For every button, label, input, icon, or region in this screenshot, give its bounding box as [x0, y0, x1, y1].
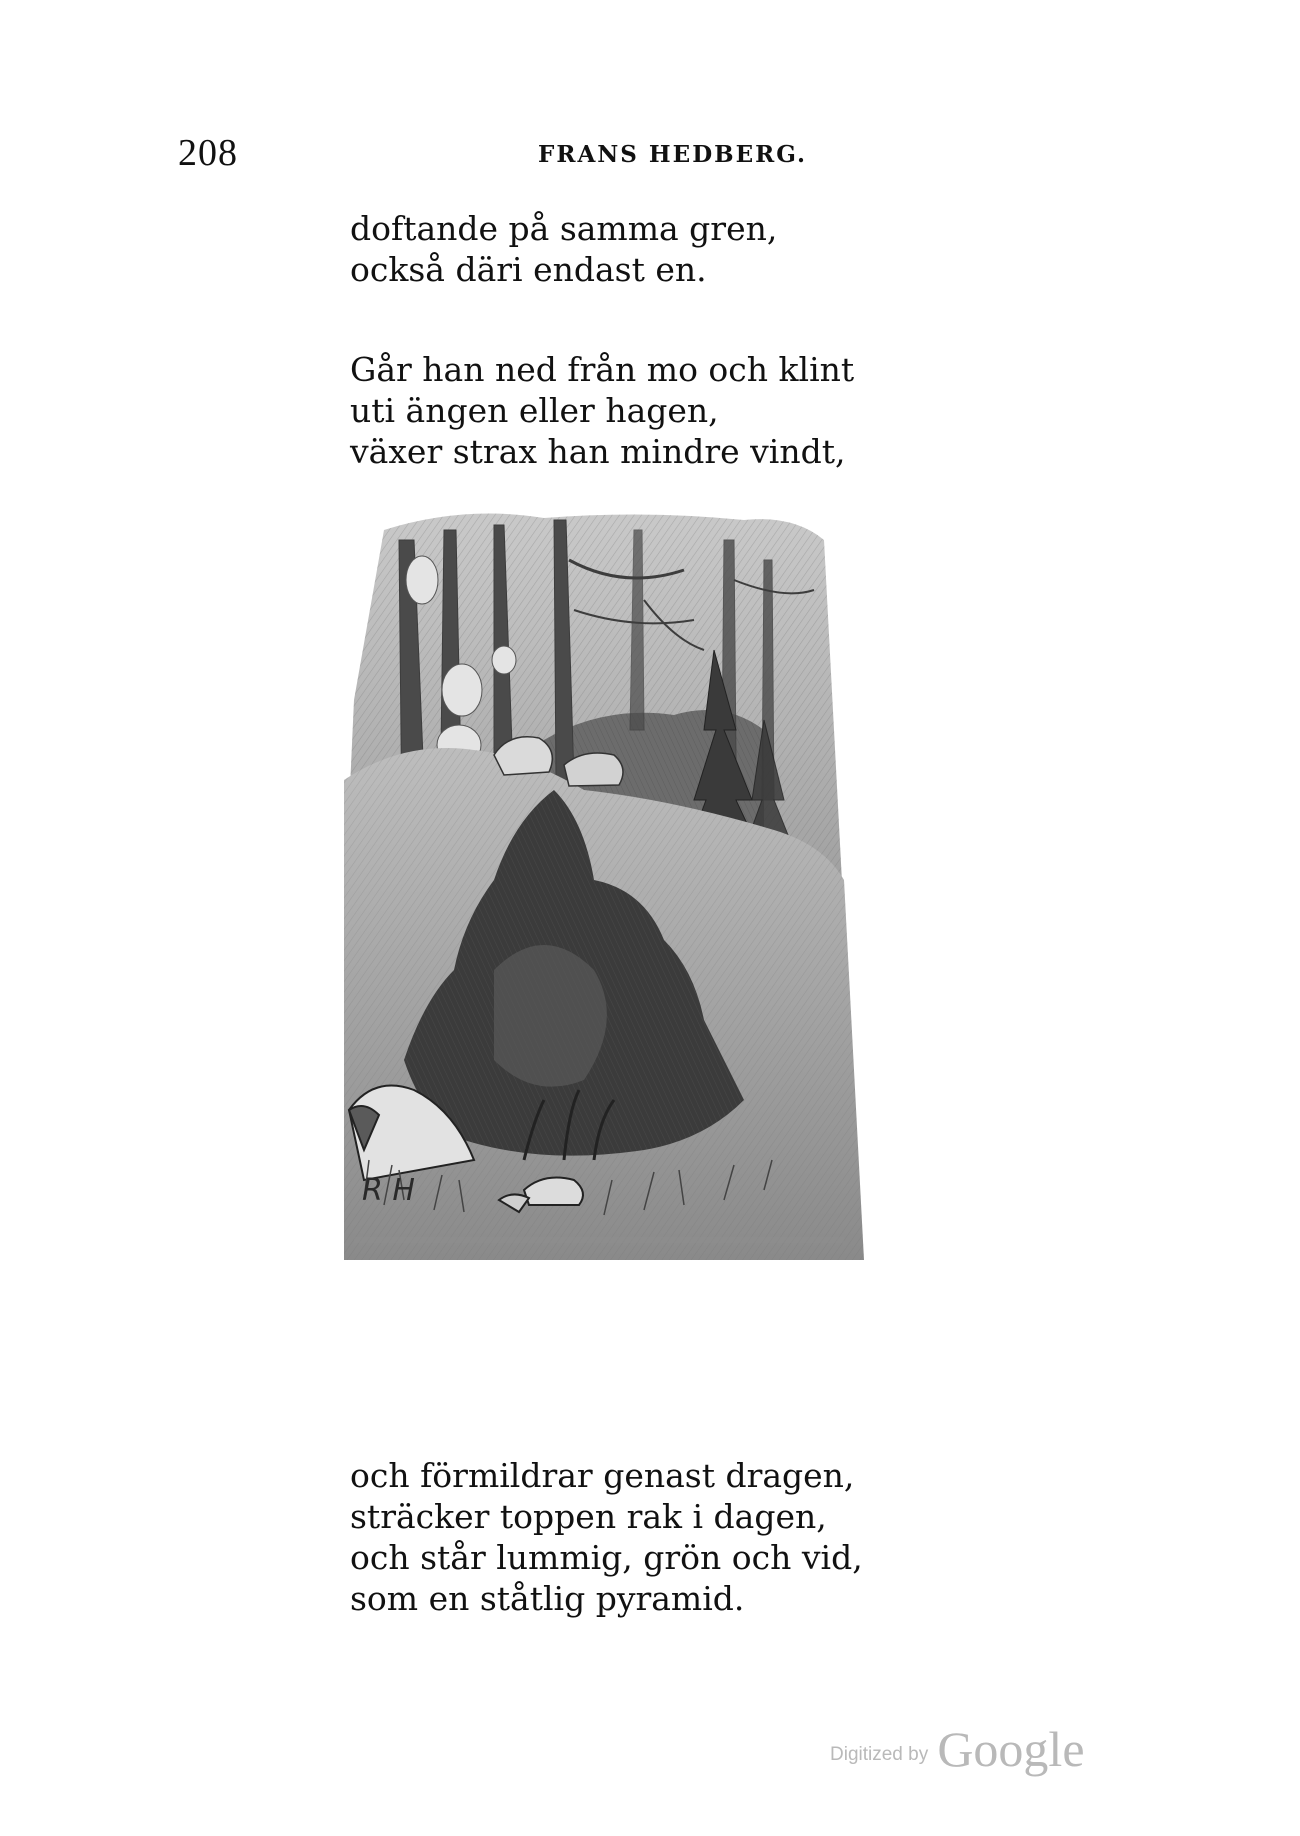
- verse-line: och förmildrar genast dragen,: [350, 1456, 855, 1495]
- stanza-3: [350, 1455, 863, 1619]
- google-watermark: [830, 1720, 1085, 1778]
- google-logo: Google: [937, 1721, 1085, 1777]
- verse-line: som en ståtlig pyramid.: [350, 1579, 745, 1618]
- verse-line: sträcker toppen rak i dagen,: [350, 1497, 827, 1536]
- verse-line: Går han ned från mo och klint: [350, 350, 855, 389]
- page-number: 208: [178, 132, 238, 174]
- stanza-1: [350, 208, 777, 290]
- juniper-engraving: [344, 500, 914, 1425]
- illustration: [344, 500, 914, 1425]
- artist-signature: R H: [362, 1173, 415, 1208]
- verse-line: växer strax han mindre vindt,: [350, 432, 846, 471]
- verse-line: och står lummig, grön och vid,: [350, 1538, 863, 1577]
- verse-line: också däri endast en.: [350, 250, 707, 289]
- stanza-2: [350, 349, 854, 472]
- verse-line: uti ängen eller hagen,: [350, 391, 719, 430]
- running-head: FRANS HEDBERG.: [538, 141, 808, 168]
- watermark-prefix: Digitized by: [830, 1744, 929, 1765]
- verse-line: doftande på samma gren,: [350, 209, 778, 248]
